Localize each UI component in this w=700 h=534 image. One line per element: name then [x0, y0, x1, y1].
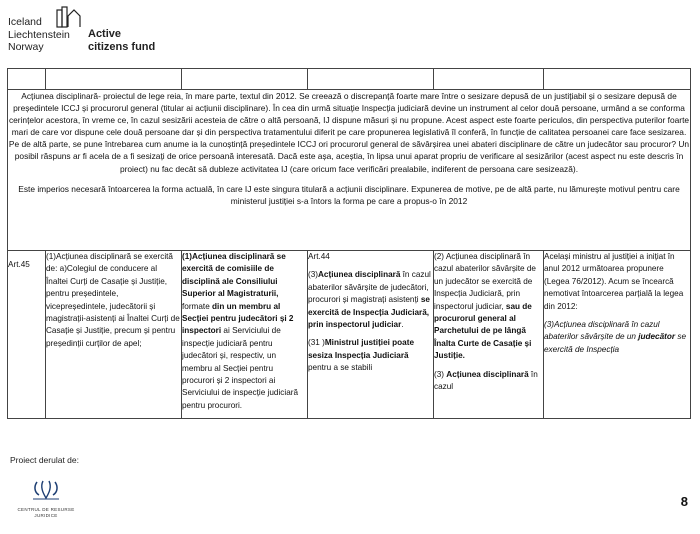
donor-line: Liechtenstein — [8, 28, 70, 41]
comparison-table — [7, 68, 691, 419]
article-number: Art.45 — [8, 260, 30, 269]
amendment-text: (3) Acțiunea disciplinară în cazul — [434, 369, 538, 392]
header-logo — [8, 6, 268, 58]
donor-line: Iceland — [8, 16, 42, 28]
empty-cell — [544, 69, 691, 90]
table-row — [8, 90, 691, 251]
table-row — [8, 69, 691, 90]
scales-of-justice-icon — [29, 478, 63, 502]
draft-law-cell — [182, 251, 308, 419]
empty-cell — [308, 69, 434, 90]
program-line: Active — [88, 28, 122, 40]
intro-paragraph: Acțiunea disciplinară- proiectul de lege reia, în mare parte, textul din 2012. Se creează o discrepanță foarte mare între o sesizare depusă de un justițiabil și o sesizare depusă de președintele ICCJ și procurorul general (titular ai acțiunii disciplinare). În cea din urmă situație Inspecția judiciară devine un instrument al celor două persoane, urmând a se conforma cerințelor acestora, în vreme ce, în cazul sesizării acesteia de către o altă persoană, IJ dispune măsuri și nu propune. Acest aspect este foarte periculos, din perspectiva puterilor foarte mari de care vor dispune cele două persoane dar și din perspectiva tratamentului diferit pe care propunerea legislativă îl conferă, în funcție de calitatea persoanei care face sesizarea. Pe de altă parte, se pune întrebarea cum anume ia la cunoștință președintele ICCJ ori procurorul general de săvârșirea unei abateri disciplinare de către un judecător sau procuror? Un posibil răspuns ar fi acela de a fi sesizați de orice persoană interesată. Dacă este așa, aceștia, în lipsa unui aparat propriu de verificare al sesizărilor (acest aspect nu este descris în proiect) nu fac decât să dubleze activitatea IJ (care oricum face verificări prealabile, indiferent de persoana care sesizează). — [8, 91, 690, 174]
empty-cell — [434, 69, 544, 90]
article-cell — [8, 251, 46, 419]
program-name — [88, 28, 155, 53]
empty-cell — [8, 69, 46, 90]
law-2012-text: (31 )Ministrul justiției poate sesiza Inspecția Judiciară pentru a se stabili — [308, 338, 415, 373]
org-name: CENTRUL DE RESURSE JURIDICE — [17, 507, 75, 518]
table-row — [8, 251, 691, 419]
amendment-text: (2) Acțiunea disciplinară în cazul abaterilor săvârșite de un judecător se exercită de Inspecția Judiciară, prin inspectorul judiciar, sau de procurorul general al Parchetului de pe lângă Înalta Curte de Casație și Justiție. — [434, 252, 536, 361]
law-2012-cell — [308, 251, 434, 419]
intro-paragraph: Este imperios necesară întoarcerea la forma actuală, în care IJ este singura titulară a acțiunii disciplinare. Expunerea de motive, pe de altă parte, nu lămurește motivul pentru care ministerul justiției s-a întors la forma pe care a propus-o în 2012 — [18, 183, 680, 206]
program-line: citizens fund — [88, 40, 156, 53]
donor-line: Norway — [8, 41, 44, 53]
draft-law-text: (1)Acțiunea disciplinară se exercită de comisiile de disciplină ale Consiliului Superior al Magistraturii, formate din un membru al Secției pentru judecători și 2 inspectori ai Serviciului de inspecție judiciară pentru judecători și, respectiv, un membru al Secției pentru procurori și 2 inspectori ai Serviciului de inspecție judiciară pentru procurori. — [182, 252, 299, 410]
current-law-cell — [46, 251, 182, 419]
crj-logo — [16, 478, 76, 519]
comments-text: Același ministru al justiției a inițiat în anul 2012 următoarea propunere (Legea 76/2012). Acum se încearcă nemotivat întoarcerea parțială la legea din 2012: — [544, 252, 684, 311]
empty-cell — [182, 69, 308, 90]
eea-grants-logo-icon — [56, 6, 84, 28]
comments-cell — [544, 251, 691, 419]
intro-cell — [8, 90, 691, 251]
empty-cell — [46, 69, 182, 90]
comments-quote: (3)Acțiunea disciplinară în cazul abaterilor săvârșite de un judecător se exercită de Inspecția — [544, 320, 687, 354]
page-number: 8 — [680, 494, 688, 509]
project-label: Proiect derulat de: — [10, 455, 79, 465]
current-law-text: (1)Acțiunea disciplinară se exercită de: a)Colegiul de conducere al Înaltei Curți de Casație și Justiție, pentru președintele, vicepreședintele, judecătorii și magistrații-asistenți ai Înaltei Curți de Casație și Justiție, precum și pentru președinții curților de apel; — [46, 252, 180, 348]
law-2012-article: Art.44 — [308, 252, 330, 261]
amendment-cell — [434, 251, 544, 419]
law-2012-text: (3)Acțiunea disciplinară în cazul abaterilor săvârșite de judecători, procurori și magistrați asistenți se exercită de Inspecția Judiciară, prin inspectorul judiciar. — [308, 270, 431, 330]
